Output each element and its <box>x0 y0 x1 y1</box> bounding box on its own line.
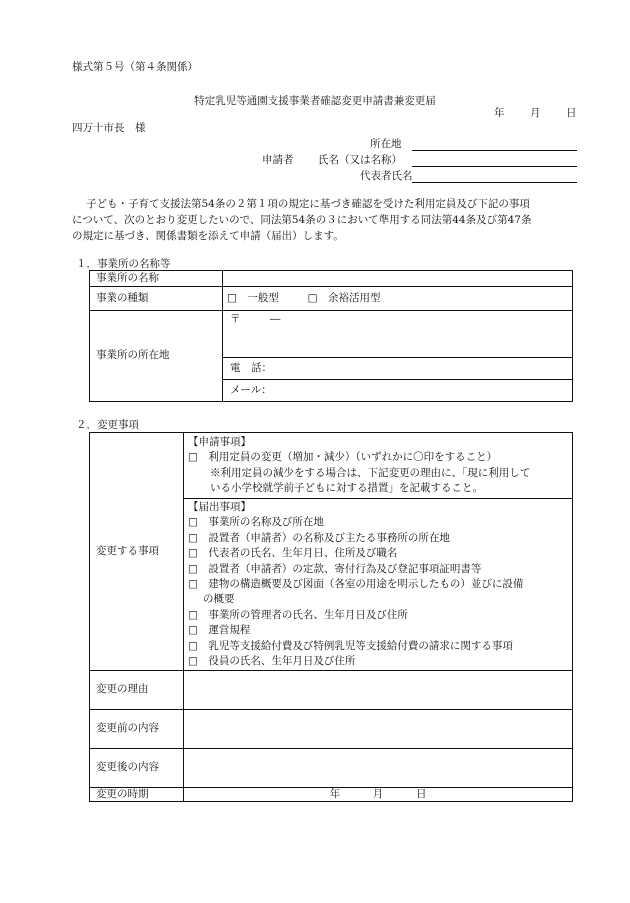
after-content-field[interactable] <box>184 749 573 788</box>
notification-items <box>184 499 573 671</box>
section1-heading: １．事業所の名称等 <box>76 258 171 270</box>
facility-name-field[interactable] <box>223 271 573 287</box>
applicant-address-label: 所在地 <box>370 138 402 150</box>
applicant-group-label: 申請者 <box>262 154 294 166</box>
business-type-options <box>223 287 573 311</box>
notify-item-checkbox[interactable]: □ 乳児等支援給付費及び特例乳児等支援給付費の請求に関する事項 <box>188 639 513 652</box>
change-items-label: 変更する事項 <box>90 433 184 671</box>
note-line-2: いる小学校就学前子どもに対する措置」を記載すること。 <box>210 482 483 495</box>
body-line-3: の規定に基づき、関係書類を添えて申請（届出）します。 <box>72 230 344 242</box>
notify-item-continuation: の概要 <box>203 593 235 606</box>
date-day-label: 日 <box>566 107 577 119</box>
date-year-label: 年 <box>494 107 505 119</box>
applicant-rep-field[interactable] <box>412 182 577 183</box>
notify-item-checkbox[interactable]: □ 役員の氏名、生年月日及び住所 <box>188 655 356 668</box>
timing-month: 月 <box>372 788 384 800</box>
application-header: 【申請事項】 <box>188 436 251 448</box>
facility-table <box>89 270 573 402</box>
type-general-checkbox[interactable]: □ 一般型 <box>227 291 279 304</box>
phone-field[interactable] <box>223 358 573 380</box>
notify-item-checkbox[interactable]: □ 設置者（申請者）の定款、寄付行為及び登記事項証明書等 <box>188 562 482 575</box>
phone-label: 電 話： <box>230 361 272 374</box>
applicant-name-field[interactable] <box>412 166 577 167</box>
change-timing-label: 変更の時期 <box>90 788 184 802</box>
email-field[interactable] <box>223 380 573 402</box>
date-month-label: 月 <box>530 107 541 119</box>
before-content-label: 変更前の内容 <box>90 710 184 749</box>
timing-day: 日 <box>415 788 427 800</box>
timing-year: 年 <box>329 788 341 800</box>
change-reason-label: 変更の理由 <box>90 671 184 710</box>
change-reason-field[interactable] <box>184 671 573 710</box>
changes-table <box>89 432 573 802</box>
before-content-field[interactable] <box>184 710 573 749</box>
type-surplus-checkbox[interactable]: □ 余裕活用型 <box>307 291 381 304</box>
facility-name-label: 事業所の名称 <box>90 271 223 287</box>
postal-dash: ― <box>269 313 281 325</box>
body-paragraph <box>72 196 584 244</box>
section2-heading: ２．変更事項 <box>76 419 139 431</box>
notification-header: 【届出事項】 <box>188 501 251 513</box>
form-number: 様式第５号（第４条関係） <box>72 61 198 73</box>
notify-item-checkbox[interactable]: □ 運営規程 <box>188 624 251 637</box>
postal-address-field[interactable] <box>223 311 573 358</box>
capacity-change-checkbox[interactable]: □ 利用定員の変更（増加・減少）（いずれかに〇印をすること） <box>188 451 498 464</box>
form-title: 特定乳児等通園支援事業者確認変更申請書兼変更届 <box>194 95 436 107</box>
applicant-address-field[interactable] <box>412 150 577 151</box>
addressee: 四万十市長 様 <box>72 122 146 134</box>
applicant-rep-label: 代表者氏名 <box>360 170 413 182</box>
applicant-name-label: 氏名（又は名称） <box>318 154 402 166</box>
body-line-1: 子ども・子育て支援法第54条の２第１項の規定に基づき確認を受けた利用定員及び下記の事項 <box>86 198 530 210</box>
notify-item-checkbox[interactable]: □ 事業所の管理者の氏名、生年月日及び住所 <box>188 608 408 621</box>
postal-mark: 〒 <box>230 313 241 325</box>
email-label: メール： <box>230 383 272 396</box>
application-items <box>184 433 573 499</box>
notify-item-checkbox[interactable]: □ 建物の構造概要及び図面（各室の用途を明示したもの）並びに設備 <box>188 578 524 591</box>
facility-location-label: 事業所の所在地 <box>90 311 223 402</box>
body-line-2: について、次のとおり変更したいので、同法第54条の３において準用する同法第44条及び第47条 <box>72 214 532 226</box>
business-type-label: 事業の種類 <box>90 287 223 311</box>
after-content-label: 変更後の内容 <box>90 749 184 788</box>
notify-item-checkbox[interactable]: □ 設置者（申請者）の名称及び主たる事務所の所在地 <box>188 531 450 544</box>
notify-item-checkbox[interactable]: □ 事業所の名称及び所在地 <box>188 516 324 529</box>
notify-item-checkbox[interactable]: □ 代表者の氏名、生年月日、住所及び職名 <box>188 547 398 560</box>
change-timing-field[interactable] <box>184 788 573 802</box>
note-line-1: ※利用定員の減少をする場合は、下記変更の理由に、「現に利用して <box>210 466 531 479</box>
